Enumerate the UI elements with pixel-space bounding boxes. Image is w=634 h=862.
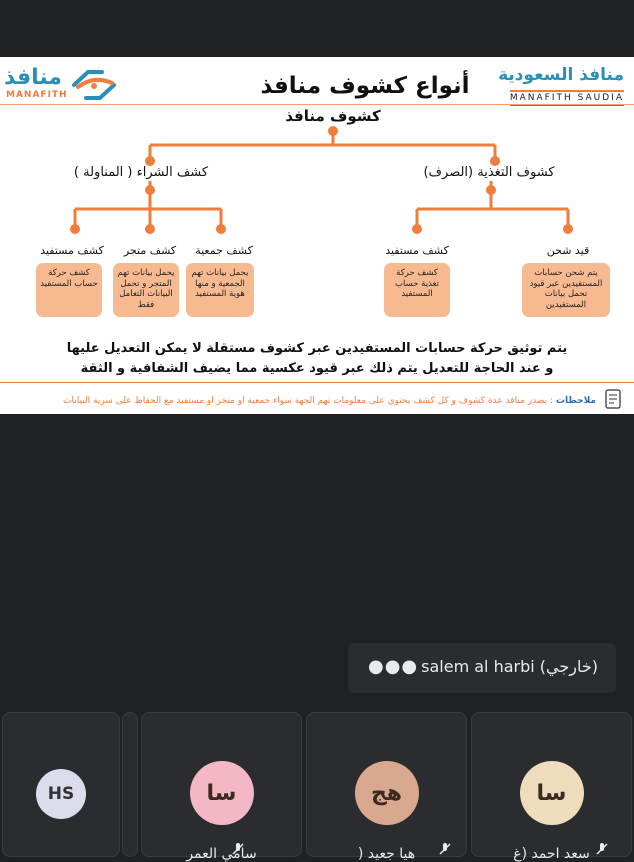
logo-right-arabic: منافذ السعودية bbox=[498, 65, 624, 85]
summary-line-2: و عند الحاجة للتعديل يتم ذلك عبر قيود عكسية مما يضيف الشفافية و الثقة bbox=[80, 361, 554, 376]
leaf-box-beneficiary-purchase: كشف حركة حساب المستفيد bbox=[36, 263, 102, 317]
tree-root-label: كشوف منافذ bbox=[285, 107, 381, 125]
participant-tile-narrow[interactable] bbox=[122, 712, 138, 857]
avatar: HS bbox=[36, 769, 86, 819]
logo-left-arabic: منافذ bbox=[4, 65, 62, 90]
leaf-label-beneficiary-purchase: كشف مستفيد bbox=[40, 244, 104, 257]
branch-feeding-label: كشوف التغذية (الصرف) bbox=[423, 165, 555, 180]
notes-divider bbox=[0, 382, 634, 383]
leaf-label-association: كشف جمعية bbox=[195, 244, 253, 257]
logo-left-english: MANAFITH bbox=[6, 90, 68, 100]
presenter-chip[interactable] bbox=[348, 643, 616, 693]
participant-tile[interactable] bbox=[141, 712, 302, 862]
notes-document-icon bbox=[604, 388, 624, 410]
participant-tile[interactable] bbox=[471, 712, 632, 862]
avatar: سا bbox=[520, 761, 584, 825]
participant-name: سعد احمد (غ bbox=[513, 846, 590, 862]
summary-line-1: يتم توثيق حركة حسابات المستفيدين عبر كشوف مستقلة لا يمكن التعديل عليها bbox=[66, 341, 568, 356]
title-divider bbox=[0, 104, 634, 105]
notes-label: ملاحظات bbox=[555, 396, 596, 406]
participant-name: هيا جعيد ( bbox=[357, 846, 416, 862]
leaf-box-shipping: يتم شحن حسابات المستفيدين عبر قيود تحمل بيانات المستفيدين bbox=[522, 263, 610, 317]
presentation-slide bbox=[0, 57, 634, 414]
notes-text: : يصدر منافذ عدة كشوف و كل كشف يحتوي على معلومات تهم الجهة سواء جمعية او متجر او مستفيد مع الحفاظ على سرية البيانات bbox=[63, 396, 554, 406]
slide-title: أنواع كشوف منافذ bbox=[260, 73, 470, 99]
manafith-mark-icon bbox=[68, 67, 120, 103]
avatar: هج bbox=[355, 761, 419, 825]
participant-tile[interactable] bbox=[306, 712, 467, 862]
leaf-label-store: كشف متجر bbox=[123, 244, 177, 257]
participant-name: سامي العمر bbox=[186, 846, 257, 862]
presenter-name: salem al harbi (خارجي) bbox=[421, 657, 598, 676]
branch-purchase-label: كشف الشراء ( المناولة ) bbox=[73, 165, 209, 180]
manafith-logo-left bbox=[4, 63, 124, 105]
leaf-box-beneficiary-feed: كشف حركة تغذية حساب المستفيد bbox=[384, 263, 450, 317]
leaf-box-store: يحمل بيانات تهم المتجر و تحمل البيانات التعامل فقط bbox=[113, 263, 179, 317]
avatar: سا bbox=[190, 761, 254, 825]
participant-tile[interactable] bbox=[2, 712, 120, 857]
leaf-label-beneficiary-feed: كشف مستفيد bbox=[385, 244, 449, 257]
leaf-label-shipping: قيد شحن bbox=[546, 244, 590, 257]
notes-footer bbox=[10, 396, 596, 406]
leaf-box-association: يحمل بيانات تهم الجمعية و منها هوية المستفيد bbox=[186, 263, 254, 317]
more-options-icon[interactable]: ●●● bbox=[368, 656, 419, 677]
logo-right-english: MANAFITH SAUDIA bbox=[510, 90, 624, 106]
